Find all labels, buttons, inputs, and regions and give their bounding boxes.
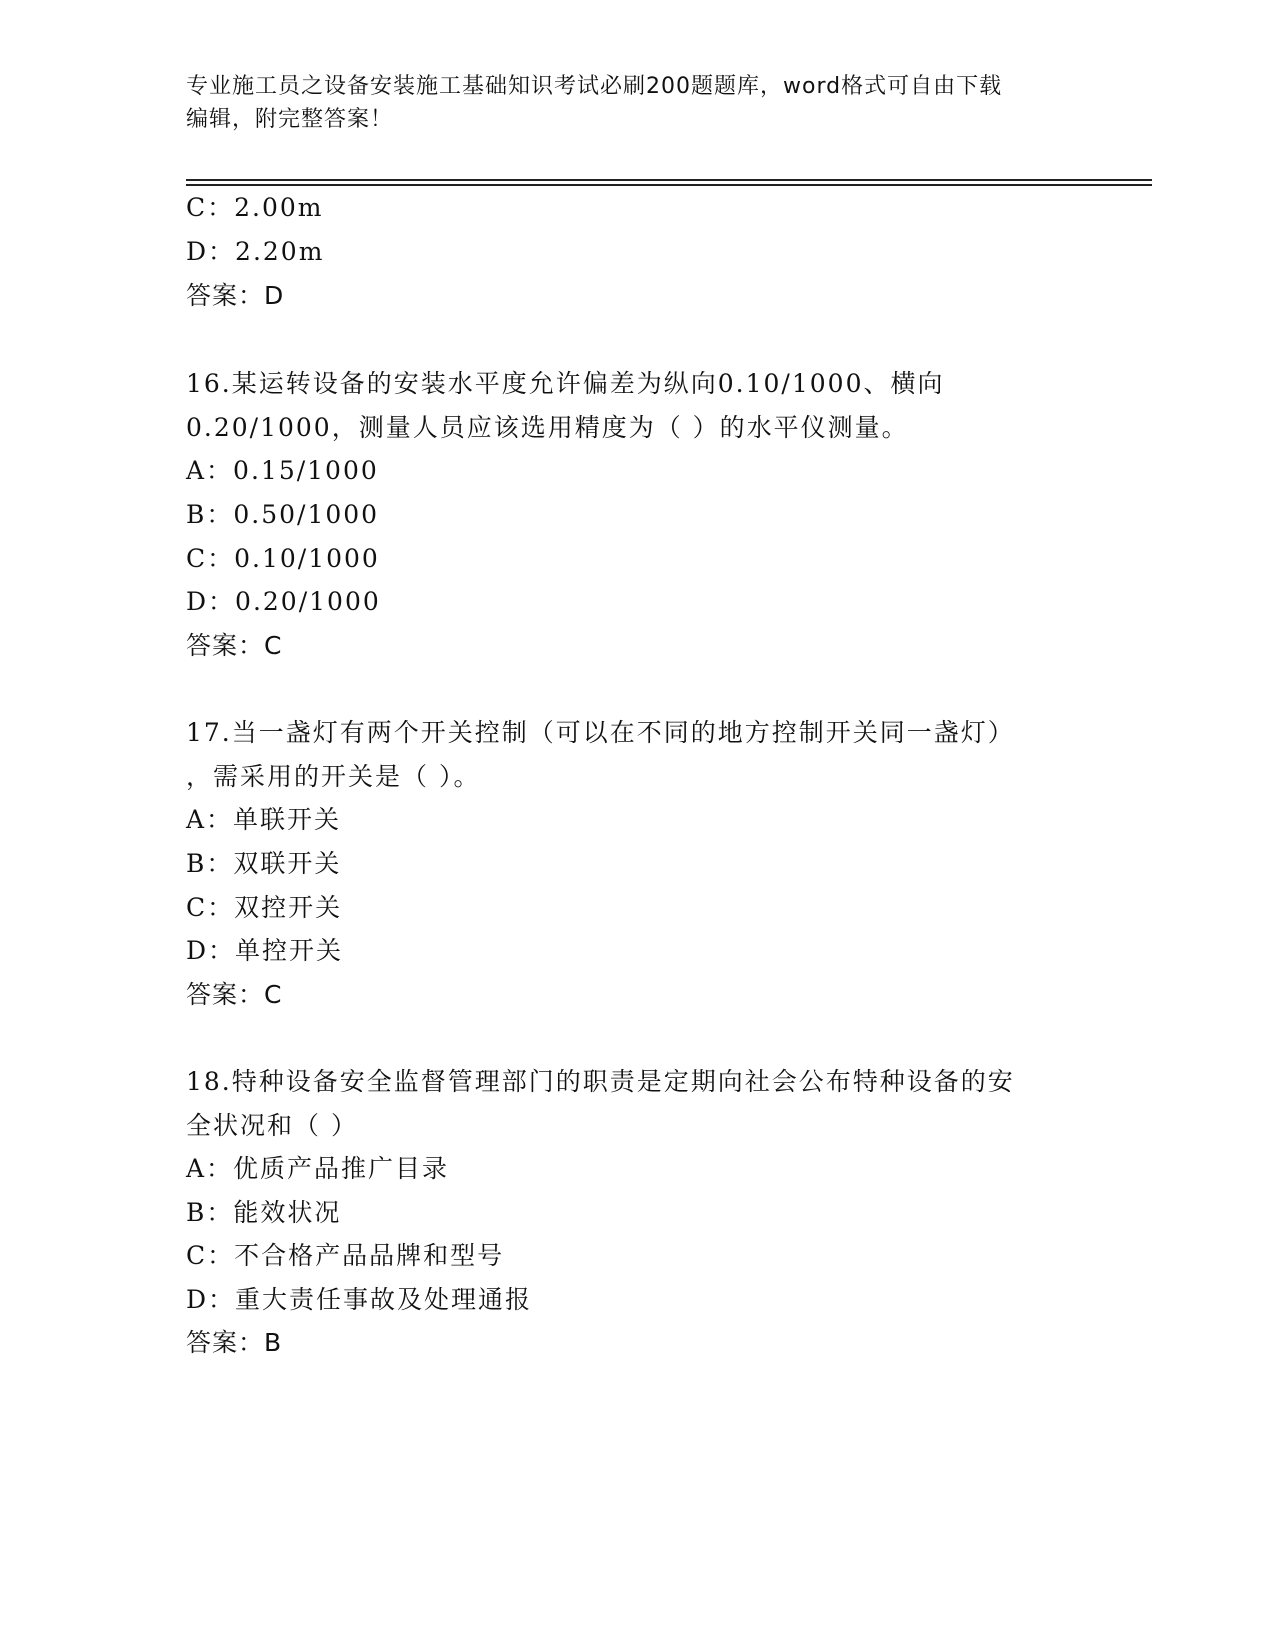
question-18-option-b: B：能效状况: [186, 1198, 342, 1227]
question-17-option-c: C：双控开关: [186, 893, 343, 922]
question-17-stem-line-2: ，需采用的开关是（ ）。: [186, 762, 481, 791]
question-16-stem-line-1: 16.某运转设备的安装水平度允许偏差为纵向0.10/1000、横向: [186, 369, 945, 398]
option-d: D：2.20m: [186, 237, 325, 266]
question-16-stem-line-2: 0.20/1000，测量人员应该选用精度为（ ）的水平仪测量。: [186, 413, 909, 442]
header-title-line-1: 专业施工员之设备安装施工基础知识考试必刷200题题库，word格式可自由下载: [186, 74, 1003, 99]
question-16-option-c: C：0.10/1000: [186, 544, 380, 573]
question-18-option-c: C：不合格产品品牌和型号: [186, 1241, 505, 1270]
question-16-option-d: D：0.20/1000: [186, 587, 381, 616]
question-17-option-b: B：双联开关: [186, 849, 342, 878]
answer-line: 答案：D: [186, 281, 285, 310]
question-18-stem-line-2: 全状况和（ ）: [186, 1111, 358, 1140]
question-18-option-d: D：重大责任事故及处理通报: [186, 1285, 533, 1314]
question-16-option-a: A：0.15/1000: [186, 456, 379, 485]
question-18-option-a: A：优质产品推广目录: [186, 1154, 450, 1183]
question-17-option-d: D：单控开关: [186, 936, 344, 965]
question-16-option-b: B：0.50/1000: [186, 500, 380, 529]
question-17-answer: 答案：C: [186, 980, 283, 1009]
question-18-answer: 答案：B: [186, 1328, 283, 1357]
question-18-stem-line-1: 18.特种设备安全监督管理部门的职责是定期向社会公布特种设备的安: [186, 1067, 1015, 1096]
header-title-line-2: 编辑，附完整答案！: [186, 107, 394, 132]
header-divider-top: [186, 179, 1152, 181]
document-header: [186, 70, 1066, 136]
question-16-answer: 答案：C: [186, 631, 283, 660]
option-c: C：2.00m: [186, 193, 324, 222]
question-17-option-a: A：单联开关: [186, 805, 342, 834]
question-17-stem-line-1: 17.当一盏灯有两个开关控制（可以在不同的地方控制开关同一盏灯）: [186, 718, 1015, 747]
header-divider-bottom: [186, 184, 1152, 186]
